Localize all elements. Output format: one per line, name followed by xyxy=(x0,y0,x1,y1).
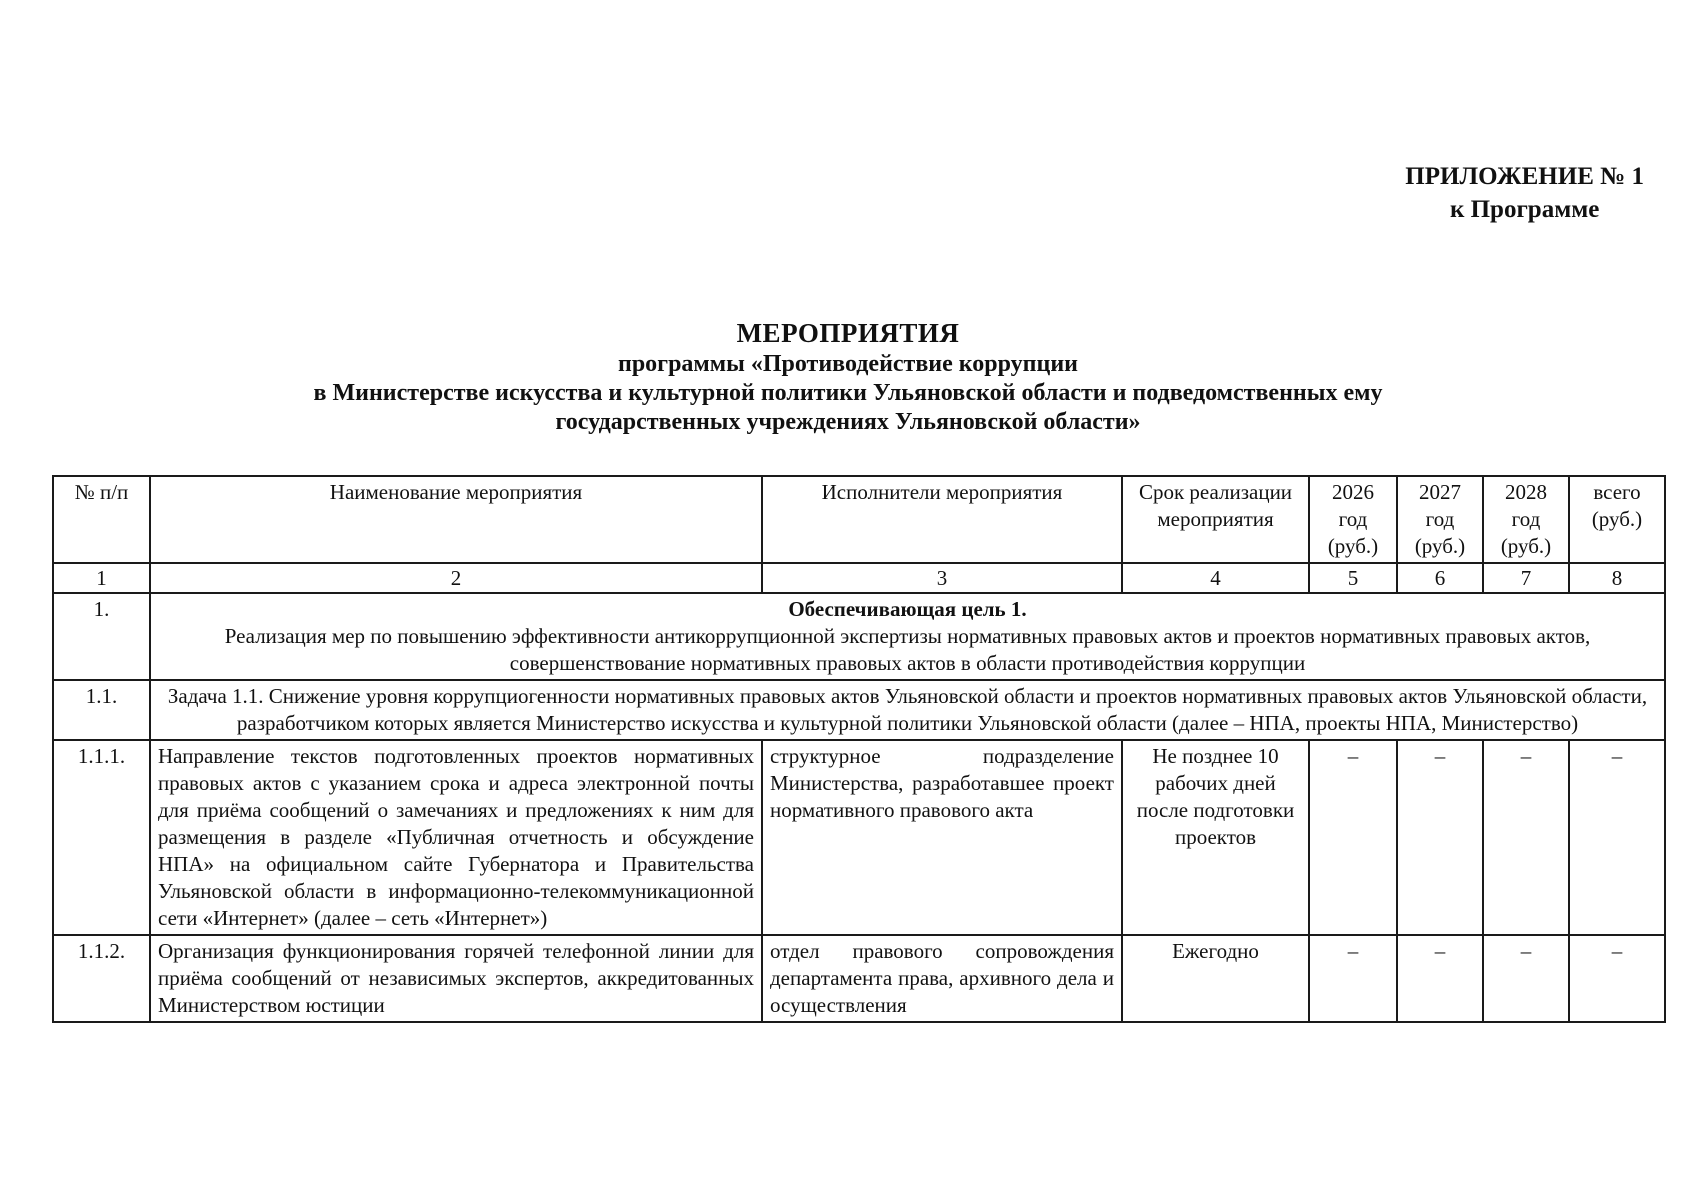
row-measure-name: Направление текстов подготовленных проектов нормативных правовых актов с указанием срока и адреса электронной почты для приёма сообщений о замечаниях и предложениях к ним для размещения в разделе «Публичная отчетность и обсуждение НПА» на официальном сайте Губернатора и Правительства Ульяновской области в информационно-телекоммуникационной сети «Интернет» (далее – сеть «Интернет») xyxy=(150,740,762,935)
row-number: 1.1.1. xyxy=(53,740,150,935)
header-row xyxy=(53,476,1665,563)
row-2026: – xyxy=(1309,740,1397,935)
header-2026: 2026 год (руб.) xyxy=(1309,476,1397,563)
row-term: Не позднее 10 рабочих дней после подготовки проектов xyxy=(1122,740,1309,935)
row-total: – xyxy=(1569,935,1665,1022)
header-total: всего (руб.) xyxy=(1569,476,1665,563)
appendix-heading xyxy=(1405,160,1644,226)
header-executors: Исполнители мероприятия xyxy=(762,476,1122,563)
row-2026: – xyxy=(1309,935,1397,1022)
row-total: – xyxy=(1569,740,1665,935)
row-2027: – xyxy=(1397,935,1483,1022)
goal-cell xyxy=(150,593,1665,680)
title-line-3: в Министерстве искусства и культурной политики Ульяновской области и подведомственных ему xyxy=(313,380,1383,406)
column-number-row xyxy=(53,563,1665,593)
title-main: МЕРОПРИЯТИЯ xyxy=(736,318,960,348)
goal-text: Реализация мер по повышению эффективности антикоррупционной экспертизы нормативных правовых актов и проектов нормативных правовых актов, совершенствование нормативных правовых актов в области противодействия коррупции xyxy=(224,624,1591,675)
column-number: 1 xyxy=(53,563,150,593)
row-2028: – xyxy=(1483,935,1569,1022)
row-2028: – xyxy=(1483,740,1569,935)
header-term: Срок реализации мероприятия xyxy=(1122,476,1309,563)
column-number: 8 xyxy=(1569,563,1665,593)
appendix-reference: к Программе xyxy=(1449,196,1600,223)
task-row xyxy=(53,680,1665,740)
column-number: 6 xyxy=(1397,563,1483,593)
header-2028: 2028 год (руб.) xyxy=(1483,476,1569,563)
title-line-2: программы «Противодействие коррупции xyxy=(618,351,1078,377)
measures-table xyxy=(52,475,1666,1023)
goal-title: Обеспечивающая цель 1. xyxy=(788,597,1027,621)
row-number: 1.1.2. xyxy=(53,935,150,1022)
task-number: 1.1. xyxy=(53,680,150,740)
row-executors: отдел правового сопровождения департамента права, архивного дела и осуществления xyxy=(762,935,1122,1022)
row-measure-name: Организация функционирования горячей телефонной линии для приёма сообщений от независимых экспертов, аккредитованных Министерством юстиции xyxy=(150,935,762,1022)
header-num: № п/п xyxy=(53,476,150,563)
column-number: 5 xyxy=(1309,563,1397,593)
task-text: Задача 1.1. Снижение уровня коррупциогенности нормативных правовых актов Ульяновской области и проектов нормативных правовых актов Ульяновской области, разработчиком которых является Министерство искусства и культурной политики Ульяновской области (далее – НПА, проекты НПА, Министерство) xyxy=(150,680,1665,740)
column-number: 4 xyxy=(1122,563,1309,593)
goal-row xyxy=(53,593,1665,680)
column-number: 2 xyxy=(150,563,762,593)
row-term: Ежегодно xyxy=(1122,935,1309,1022)
table-row xyxy=(53,935,1665,1022)
row-2027: – xyxy=(1397,740,1483,935)
row-executors: структурное подразделение Министерства, разработавшее проект нормативного правового акта xyxy=(762,740,1122,935)
column-number: 7 xyxy=(1483,563,1569,593)
table-row xyxy=(53,740,1665,935)
title-line-4: государственных учреждениях Ульяновской области» xyxy=(555,409,1141,435)
goal-number: 1. xyxy=(53,593,150,680)
header-name: Наименование мероприятия xyxy=(150,476,762,563)
column-number: 3 xyxy=(762,563,1122,593)
document-title xyxy=(0,316,1696,437)
header-2027: 2027 год (руб.) xyxy=(1397,476,1483,563)
appendix-number: ПРИЛОЖЕНИЕ № 1 xyxy=(1405,163,1644,190)
